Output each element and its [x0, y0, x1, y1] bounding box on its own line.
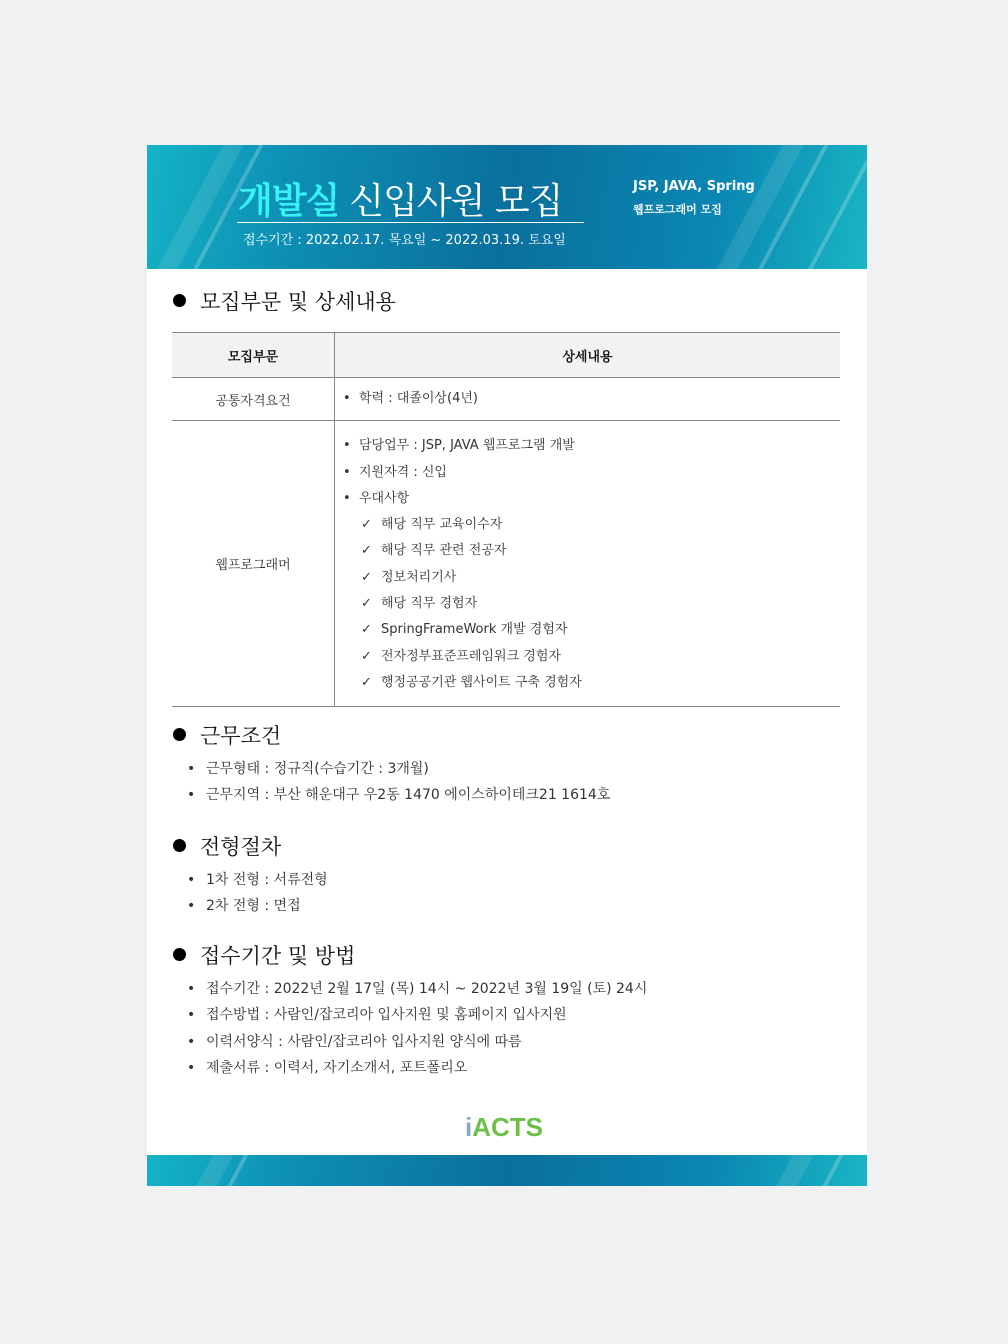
job-posting-card	[147, 145, 867, 1186]
item-text: 정보처리기사	[381, 569, 457, 585]
process-list	[187, 867, 328, 920]
check-item	[343, 670, 840, 696]
item-text: 해당 직무 경험자	[381, 596, 478, 612]
category-cell: 웹프로그래머	[172, 421, 335, 707]
title-underline	[237, 222, 584, 223]
conditions-list	[187, 756, 610, 809]
category-cell: 공통자격요건	[172, 378, 335, 421]
list-item	[343, 486, 840, 512]
item-text: 이력서양식 : 사람인/잡코리아 입사지원 양식에 따름	[206, 1033, 522, 1050]
list-item	[343, 386, 840, 412]
item-text: 근무형태 : 정규직(수습기간 : 3개월)	[206, 761, 429, 777]
page-title	[238, 173, 562, 224]
company-logo: iACTS	[465, 1112, 544, 1142]
bullet-icon: •	[187, 761, 196, 777]
item-text: 학력 : 대졸이상(4년)	[359, 391, 478, 406]
section-heading-recruitment: 모집부문 및 상세내용	[173, 286, 396, 316]
list-item	[343, 433, 840, 459]
list-item	[187, 1029, 647, 1055]
bullet-dot-icon	[173, 948, 186, 961]
application-period: 접수기간 : 2022.02.17. 목요일 ~ 2022.03.19. 토요일	[243, 233, 566, 248]
checkmark-icon: ✓	[361, 517, 372, 533]
bullet-icon: •	[343, 391, 351, 406]
checkmark-icon: ✓	[361, 543, 372, 559]
tech-stack: JSP, JAVA, Spring	[633, 179, 755, 194]
bullet-icon: •	[343, 490, 351, 506]
section-heading-conditions: 근무조건	[173, 720, 281, 750]
bullet-icon: •	[187, 1059, 196, 1076]
table-row	[172, 421, 840, 707]
footer-banner	[147, 1155, 867, 1186]
list-item	[187, 976, 647, 1002]
table-row	[172, 378, 840, 421]
title-rest: 신입사원 모집	[349, 181, 563, 222]
recruitment-table	[172, 332, 840, 707]
item-text: 2차 전형 : 면접	[206, 898, 301, 915]
list-item	[187, 782, 610, 808]
bullet-icon: •	[343, 438, 351, 454]
section-heading-application: 접수기간 및 방법	[173, 940, 355, 970]
banner-decoration	[706, 1155, 825, 1186]
check-item	[343, 617, 840, 643]
bullet-dot-icon	[173, 294, 186, 307]
table-header-details: 상세내용	[335, 333, 841, 378]
bullet-icon: •	[187, 898, 196, 915]
application-list	[187, 976, 647, 1081]
list-item	[187, 756, 610, 782]
checkmark-icon: ✓	[361, 622, 372, 638]
list-item	[343, 460, 840, 486]
check-item	[343, 591, 840, 617]
item-text: 접수기간 : 2022년 2월 17일 (목) 14시 ~ 2022년 3월 19일 (토) 24시	[206, 981, 648, 997]
bullet-icon: •	[187, 981, 196, 997]
item-text: 담당업무 : JSP, JAVA 웹프로그램 개발	[359, 438, 575, 454]
item-text: 지원자격 : 신입	[359, 464, 447, 480]
bullet-icon: •	[187, 787, 196, 804]
checkmark-icon: ✓	[361, 569, 372, 585]
bullet-icon: •	[187, 872, 196, 888]
check-item	[343, 512, 840, 538]
item-text: 근무지역 : 부산 해운대구 우2동 1470 에이스하이테크21 1614호	[206, 787, 611, 804]
check-item	[343, 565, 840, 591]
list-item	[187, 1055, 647, 1081]
item-text: SpringFrameWork 개발 경험자	[381, 622, 568, 638]
role-title: 웹프로그래머 모집	[633, 203, 722, 216]
item-text: 전자정부표준프레임워크 경험자	[381, 648, 561, 664]
item-text: 행정공공기관 웹사이트 구축 경험자	[381, 674, 582, 690]
bullet-dot-icon	[173, 839, 186, 852]
section-heading-process: 전형절차	[173, 831, 281, 861]
checkmark-icon: ✓	[361, 596, 372, 612]
check-item	[343, 538, 840, 564]
item-text: 접수방법 : 사람인/잡코리아 입사지원 및 홈페이지 입사지원	[206, 1007, 567, 1024]
check-item	[343, 644, 840, 670]
details-cell	[335, 421, 841, 707]
item-text: 우대사항	[359, 490, 410, 506]
checkmark-icon: ✓	[361, 648, 372, 664]
header-banner	[147, 145, 867, 269]
details-cell	[335, 378, 841, 421]
item-text: 해당 직무 교육이수자	[381, 517, 503, 533]
item-text: 1차 전형 : 서류전형	[206, 872, 328, 888]
list-item	[187, 867, 328, 893]
bullet-dot-icon	[173, 728, 186, 741]
bullet-icon: •	[343, 464, 351, 480]
checkmark-icon: ✓	[361, 674, 372, 690]
bullet-icon: •	[187, 1007, 196, 1024]
banner-decoration	[786, 145, 867, 269]
title-highlight: 개발실	[238, 181, 340, 222]
list-item	[187, 893, 328, 919]
bullet-icon: •	[187, 1033, 196, 1050]
list-item	[187, 1002, 647, 1028]
item-text: 해당 직무 관련 전공자	[381, 543, 507, 559]
item-text: 제출서류 : 이력서, 자기소개서, 포트폴리오	[206, 1059, 468, 1076]
table-header-category: 모집부문	[172, 333, 335, 378]
